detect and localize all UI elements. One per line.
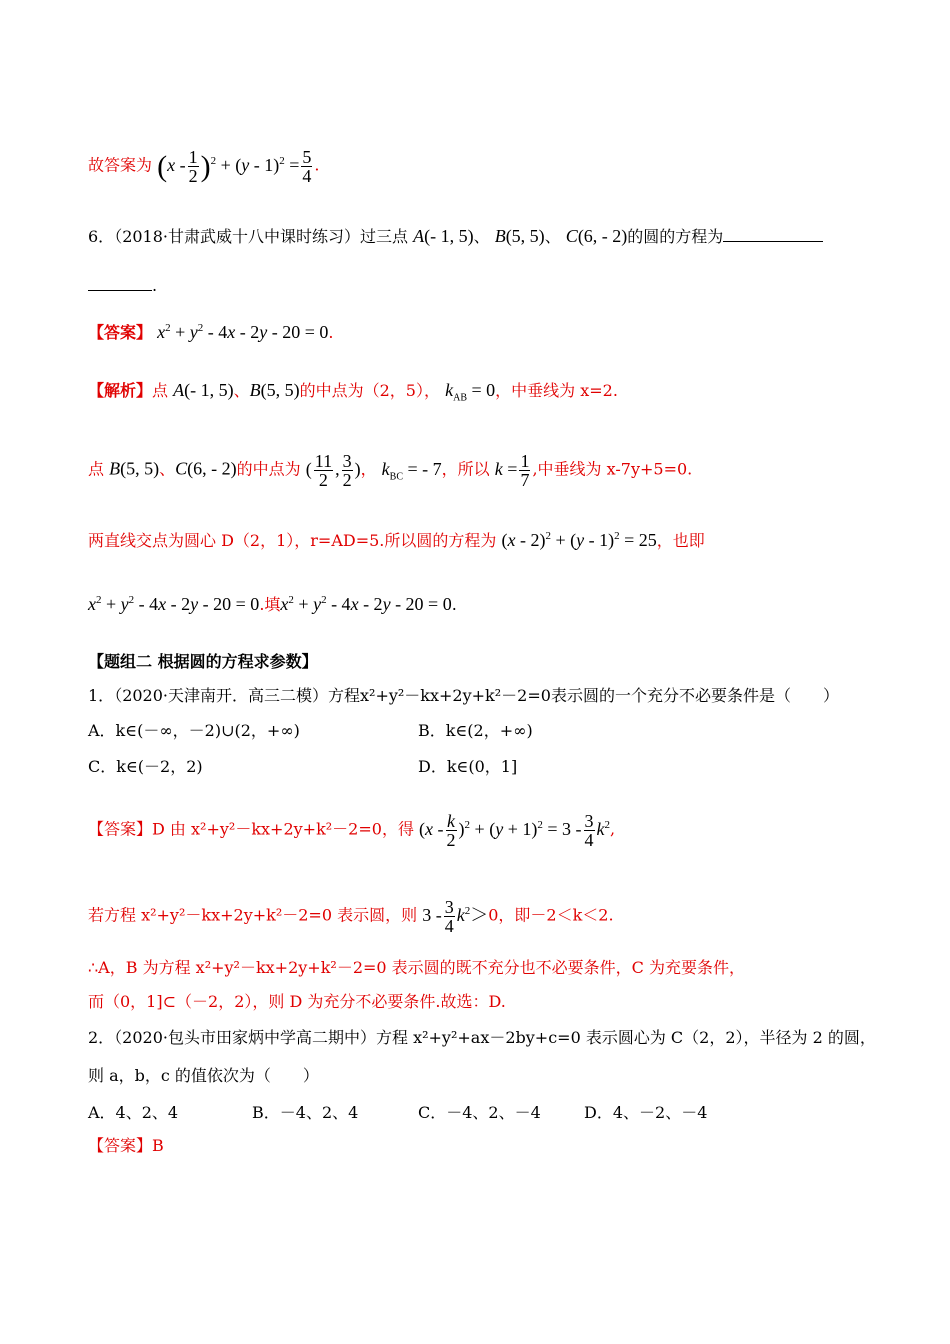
q2-option-b: B．－4、2、4: [252, 1103, 359, 1122]
answer-2: 【答案】B: [88, 1136, 164, 1155]
question-6: 6．（2018·甘肃武威十八中课时练习）过三点 A(- 1, 5)、 B(5, 5)、 C(6, - 2)的圆的方程为: [88, 226, 823, 247]
q1-option-a: A．k∈(－∞，－2)∪(2，+∞): [88, 721, 300, 740]
q2-option-d: D．4、－2、－4: [584, 1103, 708, 1122]
q2-option-a: A．4、2、4: [88, 1103, 179, 1122]
answer-1-d: 而（0，1]⊂（－2，2），则 D 为充分不必要条件.故选：D.: [88, 992, 506, 1011]
q1-option-b: B．k∈(2，+∞): [418, 721, 533, 740]
analysis-3: 两直线交点为圆心 D（2，1），r=AD=5.所以圆的方程为 (x - 2)$^2$ + (y - 1)$^2$ = 25，也即: [88, 530, 705, 550]
question-2-line2: 则 a，b，c 的值依次为（ ）: [88, 1066, 319, 1085]
question-2-line1: 2．（2020·包头市田家炳中学高二期中）方程 x²+y²+ax－2by+c=0 表示圆心为 C（2，2），半径为 2 的圆，: [88, 1028, 876, 1047]
answer-1: 【答案】D 由 x²+y²－kx+2y+k²－2=0，得 (x - $\frac{k}{2}$ )$^2 + (y + 1)^2 = 3$ - $\frac{3}{4}$ $k^2$,: [88, 811, 616, 850]
final-answer-equation: (x - $\frac{1}{2}$ )$^2$ + (y - 1)$^2$ = $\frac{5}{4}$: [157, 147, 312, 186]
q2-option-c: C．－4、2、－4: [418, 1103, 541, 1122]
answer-1-b: 若方程 x²+y²－kx+2y+k²－2=0 表示圆，则 3 - $\frac{3}{4}$ $k^2>0$，即－2＜k＜2.: [88, 897, 614, 936]
analysis-4: $x^2 + y^2 - 4x - 2y - 20 = 0$.填$x^2 + y^2 - 4x - 2y - 20 = 0$.: [88, 594, 457, 614]
analysis-2: 点 B(5, 5)、C(6, - 2)的中点为 ( $\frac{11}{2}$ , $\frac{3}{2}$ )， $k_{BC}$ = - 7，所以 k = $\frac{1}{7}$ ,中垂线为 x-7y+5=0.: [88, 451, 693, 490]
final-answer-label: 故答案为: [88, 155, 153, 175]
analysis-1: 【解析】点 A(- 1, 5)、B(5, 5)的中点为（2，5）， $k_{AB} = 0$，中垂线为 x=2.: [88, 380, 618, 404]
q1-option-c: C．k∈(－2，2): [88, 757, 203, 776]
q1-option-d: D．k∈(0，1]: [418, 757, 518, 776]
question-6-blank: .: [88, 276, 157, 296]
final-answer-line: 故答案为 (x - $\frac{1}{2}$ )$^2$ + (y - 1)$^2$ = $\frac{5}{4}$ .: [88, 147, 320, 186]
answer-6: 【答案】 $x^2 + y^2 - 4x - 2y - 20 = 0$.: [88, 322, 334, 342]
group-2-title: 【题组二 根据圆的方程求参数】: [88, 652, 318, 671]
answer-1-c: ∴A，B 为方程 x²+y²－kx+2y+k²－2=0 表示圆的既不充分也不必要条件，C 为充要条件，: [88, 958, 746, 977]
question-1: 1．（2020·天津南开．高三二模）方程x²+y²－kx+2y+k²－2=0表示圆的一个充分不必要条件是（ ）: [88, 686, 839, 705]
